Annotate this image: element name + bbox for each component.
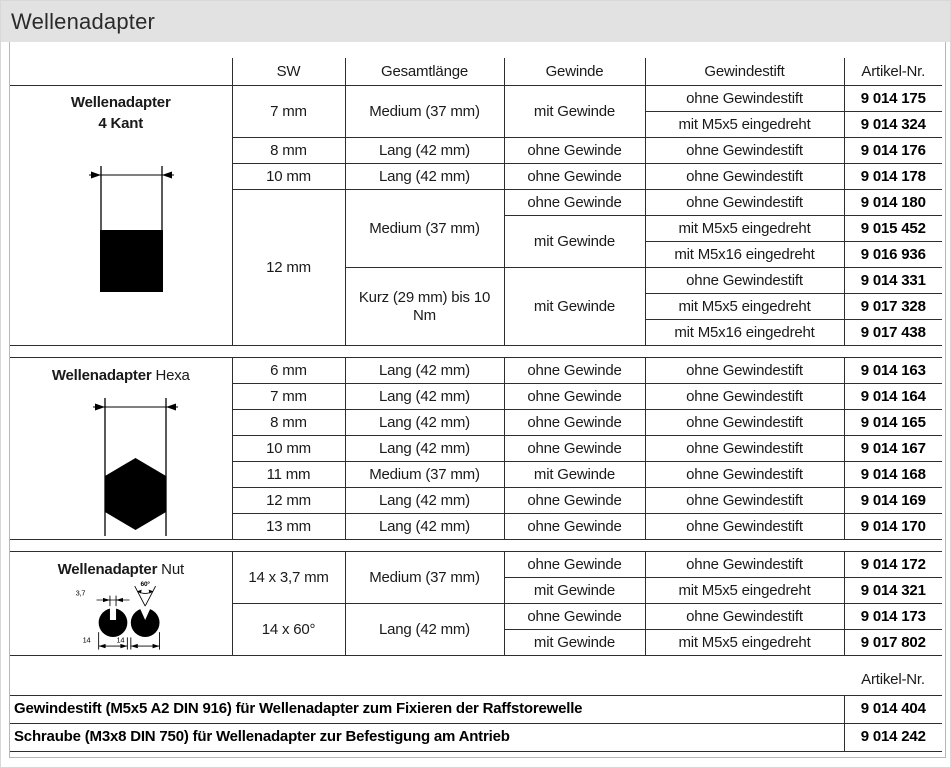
cell-art: 9 014 324 <box>844 112 942 138</box>
cell-art: 9 014 163 <box>844 358 942 384</box>
cell-gew: ohne Gewinde <box>504 410 645 436</box>
cell-stift: mit M5x5 eingedreht <box>645 294 844 320</box>
column-header-gesamtl-nge: Gesamtlänge <box>345 58 504 85</box>
cell-stift: ohne Gewindestift <box>645 190 844 216</box>
cell-art: 9 014 164 <box>844 384 942 410</box>
cell-sw: 14 x 60° <box>232 604 345 656</box>
cell-len: Medium (37 mm) <box>345 190 504 268</box>
cell-art: 9 017 438 <box>844 320 942 346</box>
cell-gew: mit Gewinde <box>504 268 645 346</box>
nut-diameter-left-label: 14 <box>82 635 91 645</box>
cell-stift: ohne Gewindestift <box>645 358 844 384</box>
cell-stift: ohne Gewindestift <box>645 488 844 514</box>
cell-gew: mit Gewinde <box>504 462 645 488</box>
cell-len: Lang (42 mm) <box>345 604 504 656</box>
cell-stift: ohne Gewindestift <box>645 552 844 578</box>
cell-sw: 6 mm <box>232 358 345 384</box>
accessory-article-number: 9 014 404 <box>844 695 942 723</box>
cell-stift: ohne Gewindestift <box>645 604 844 630</box>
cell-stift: mit M5x16 eingedreht <box>645 242 844 268</box>
nut-slot-width-label: 3,7 <box>75 588 86 598</box>
cell-art: 9 014 170 <box>844 514 942 540</box>
cell-len: Lang (42 mm) <box>345 138 504 164</box>
section-title-4kant: Wellenadapter 4 Kant <box>70 94 171 133</box>
cell-len: Lang (42 mm) <box>345 164 504 190</box>
column-header-gewindestift: Gewindestift <box>645 58 844 85</box>
title-bar <box>1 1 950 42</box>
content-panel <box>9 42 946 758</box>
cell-sw: 14 x 3,7 mm <box>232 552 345 604</box>
cell-sw: 8 mm <box>232 410 345 436</box>
cell-gew: ohne Gewinde <box>504 604 645 630</box>
accessory-description: Schraube (M3x8 DIN 750) für Wellenadapter zur Befestigung am Antrieb <box>14 728 510 746</box>
cell-gew: ohne Gewinde <box>504 514 645 540</box>
section-title-nut: Wellenadapter Nut <box>57 560 184 578</box>
cell-sw: 10 mm <box>232 164 345 190</box>
cell-stift: mit M5x5 eingedreht <box>645 112 844 138</box>
cell-stift: ohne Gewindestift <box>645 138 844 164</box>
cell-art: 9 014 165 <box>844 410 942 436</box>
cell-len: Lang (42 mm) <box>345 384 504 410</box>
cell-sw: 12 mm <box>232 488 345 514</box>
cell-gew: mit Gewinde <box>504 86 645 138</box>
cell-len: Medium (37 mm) <box>345 86 504 138</box>
cell-art: 9 014 169 <box>844 488 942 514</box>
cell-gew: mit Gewinde <box>504 216 645 268</box>
cell-stift: ohne Gewindestift <box>645 462 844 488</box>
table-row <box>10 86 942 112</box>
cell-stift: ohne Gewindestift <box>645 436 844 462</box>
table-row <box>10 358 942 384</box>
cell-stift: ohne Gewindestift <box>645 268 844 294</box>
cell-stift: ohne Gewindestift <box>645 514 844 540</box>
cell-gew: ohne Gewinde <box>504 488 645 514</box>
section-table-4kant <box>10 86 942 347</box>
accessory-row <box>10 695 942 723</box>
cell-sw: 10 mm <box>232 436 345 462</box>
section-title-hexa: Wellenadapter Hexa <box>51 366 190 384</box>
cell-stift: mit M5x5 eingedreht <box>645 578 844 604</box>
nut-diameter-right-label: 14 <box>116 635 125 645</box>
cell-gew: ohne Gewinde <box>504 138 645 164</box>
cell-len: Lang (42 mm) <box>345 436 504 462</box>
table-row <box>10 552 942 578</box>
page-title: Wellenadapter <box>11 8 156 34</box>
cell-len: Lang (42 mm) <box>345 514 504 540</box>
column-header-blank <box>10 58 232 85</box>
cell-sw: 12 mm <box>232 190 345 346</box>
cell-len: Lang (42 mm) <box>345 488 504 514</box>
cell-gew: ohne Gewinde <box>504 164 645 190</box>
column-header-gewinde: Gewinde <box>504 58 645 85</box>
cell-stift: ohne Gewindestift <box>645 410 844 436</box>
accessories-table <box>10 665 942 752</box>
nut-profile-diagram <box>73 580 173 655</box>
cell-sw: 7 mm <box>232 384 345 410</box>
cell-len: Lang (42 mm) <box>345 410 504 436</box>
cell-art: 9 014 178 <box>844 164 942 190</box>
cell-stift: mit M5x5 eingedreht <box>645 630 844 656</box>
column-header-artikel-nr-: Artikel-Nr. <box>844 58 942 85</box>
cell-sw: 11 mm <box>232 462 345 488</box>
column-header-sw: SW <box>232 58 345 85</box>
cell-sw: 13 mm <box>232 514 345 540</box>
cell-art: 9 014 331 <box>844 268 942 294</box>
cell-stift: mit M5x5 eingedreht <box>645 216 844 242</box>
square-profile-diagram <box>87 164 182 294</box>
cell-art: 9 014 321 <box>844 578 942 604</box>
cell-art: 9 017 802 <box>844 630 942 656</box>
cell-art: 9 014 172 <box>844 552 942 578</box>
cell-stift: mit M5x16 eingedreht <box>645 320 844 346</box>
section-label-cell-4kant <box>10 86 232 346</box>
hexagon-profile-diagram <box>91 396 186 539</box>
column-header-table <box>10 58 942 86</box>
accessories-artikel-header: Artikel-Nr. <box>861 671 925 689</box>
cell-gew: mit Gewinde <box>504 630 645 656</box>
cell-sw: 7 mm <box>232 86 345 138</box>
cell-art: 9 017 328 <box>844 294 942 320</box>
cell-len: Kurz (29 mm) bis 10 Nm <box>345 268 504 346</box>
cell-gew: ohne Gewinde <box>504 384 645 410</box>
accessory-article-number: 9 014 242 <box>844 723 942 751</box>
cell-stift: ohne Gewindestift <box>645 86 844 112</box>
cell-len: Lang (42 mm) <box>345 358 504 384</box>
cell-art: 9 015 452 <box>844 216 942 242</box>
cell-art: 9 014 173 <box>844 604 942 630</box>
cell-art: 9 014 176 <box>844 138 942 164</box>
section-table-hexa <box>10 357 942 540</box>
cell-sw: 8 mm <box>232 138 345 164</box>
cell-len: Medium (37 mm) <box>345 462 504 488</box>
cell-art: 9 014 180 <box>844 190 942 216</box>
cell-stift: ohne Gewindestift <box>645 384 844 410</box>
accessory-description: Gewindestift (M5x5 A2 DIN 916) für Wellenadapter zum Fixieren der Raffstorewelle <box>14 700 583 718</box>
accessories-blank-cell <box>10 665 844 695</box>
cell-len: Medium (37 mm) <box>345 552 504 604</box>
cell-gew: mit Gewinde <box>504 578 645 604</box>
cell-gew: ohne Gewinde <box>504 190 645 216</box>
section-table-nut <box>10 551 942 656</box>
accessory-row <box>10 723 942 751</box>
cell-art: 9 016 936 <box>844 242 942 268</box>
cell-stift: ohne Gewindestift <box>645 164 844 190</box>
nut-angle-label: 60° <box>140 580 150 588</box>
cell-art: 9 014 168 <box>844 462 942 488</box>
cell-art: 9 014 175 <box>844 86 942 112</box>
cell-art: 9 014 167 <box>844 436 942 462</box>
cell-gew: ohne Gewinde <box>504 358 645 384</box>
cell-gew: ohne Gewinde <box>504 552 645 578</box>
section-label-cell-nut <box>10 552 232 656</box>
section-label-cell-hexa <box>10 358 232 540</box>
cell-gew: ohne Gewinde <box>504 436 645 462</box>
